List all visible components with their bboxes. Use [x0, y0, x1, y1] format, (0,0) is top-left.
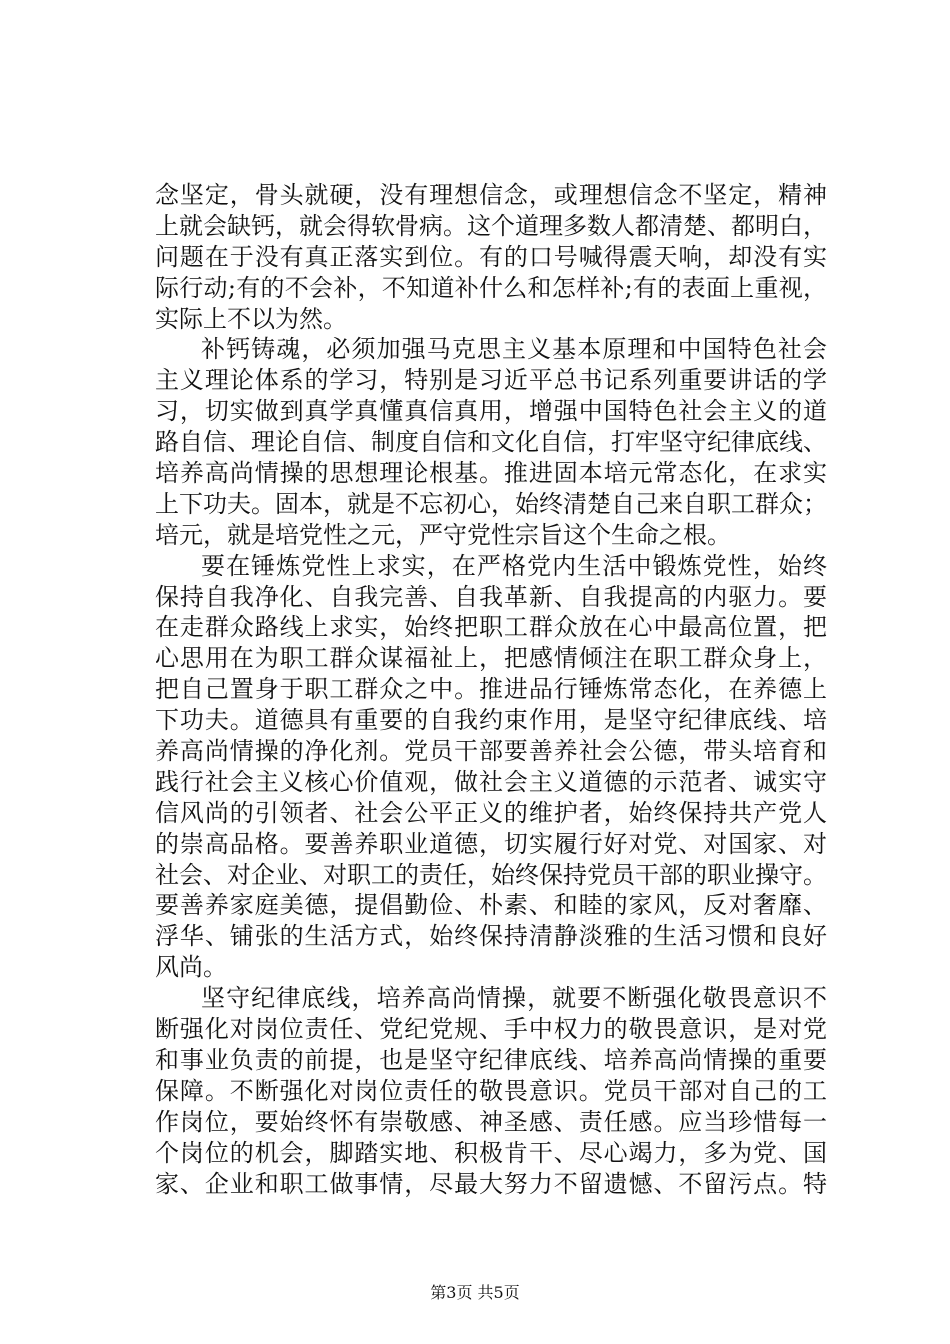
text-line: 作岗位，要始终怀有崇敬感、神圣感、责任感。应当珍惜每一 [155, 1107, 827, 1136]
text-line: 家、企业和职工做事情，尽最大努力不留遗憾、不留污点。特 [155, 1169, 827, 1198]
page-footer: 第3页 共5页 [430, 1283, 520, 1302]
text-line: 上就会缺钙，就会得软骨病。这个道理多数人都清楚、都明白， [155, 211, 827, 240]
text-line: 实际上不以为然。 [155, 304, 347, 333]
paragraph [155, 180, 827, 334]
text-line: 路自信、理论自信、制度自信和文化自信，打牢坚守纪律底线、 [155, 428, 827, 457]
text-line: 在走群众路线上求实，始终把职工群众放在心中最高位置，把 [155, 613, 827, 642]
text-line: 社会、对企业、对职工的责任，始终保持党员干部的职业操守。 [155, 860, 827, 889]
paragraph [155, 551, 827, 983]
text-line: 心思用在为职工群众谋福祉上，把感情倾注在职工群众身上， [155, 644, 827, 673]
text-line: 要在锤炼党性上求实，在严格党内生活中锻炼党性，始终 [201, 551, 827, 580]
text-line: 培元，就是培党性之元，严守党性宗旨这个生命之根。 [155, 520, 731, 549]
text-line: 保障。不断强化对岗位责任的敬畏意识。党员干部对自己的工 [155, 1076, 827, 1105]
text-line: 念坚定，骨头就硬，没有理想信念，或理想信念不坚定，精神 [155, 181, 827, 209]
text-line: 个岗位的机会，脚踏实地、积极肯干、尽心竭力，多为党、国 [155, 1138, 827, 1167]
text-line: 践行社会主义核心价值观，做社会主义道德的示范者、诚实守 [155, 767, 827, 796]
paragraph [155, 334, 827, 550]
text-line: 问题在于没有真正落实到位。有的口号喊得震天响，却没有实 [155, 242, 827, 271]
text-line: 坚守纪律底线，培养高尚情操，就要不断强化敬畏意识不 [201, 984, 827, 1013]
paragraph [155, 983, 827, 1199]
text-line: 信风尚的引领者、社会公平正义的维护者，始终保持共产党人 [155, 798, 827, 827]
text-line: 习，切实做到真学真懂真信真用，增强中国特色社会主义的道 [155, 397, 827, 426]
document-body [155, 180, 827, 1199]
text-line: 把自己置身于职工群众之中。推进品行锤炼常态化，在养德上 [155, 675, 827, 704]
text-line: 断强化对岗位责任、党纪党规、手中权力的敬畏意识，是对党 [155, 1015, 827, 1044]
text-line: 和事业负责的前提，也是坚守纪律底线、培养高尚情操的重要 [155, 1045, 827, 1074]
text-line: 要善养家庭美德，提倡勤俭、朴素、和睦的家风，反对奢靡、 [155, 891, 827, 920]
text-line: 际行动;有的不会补，不知道补什么和怎样补;有的表面上重视， [155, 273, 827, 302]
text-line: 上下功夫。固本，就是不忘初心，始终清楚自己来自职工群众； [155, 489, 827, 518]
text-line: 培养高尚情操的思想理论根基。推进固本培元常态化，在求实 [155, 459, 827, 488]
text-line: 的崇高品格。要善养职业道德，切实履行好对党、对国家、对 [155, 829, 827, 858]
text-line: 浮华、铺张的生活方式，始终保持清静淡雅的生活习惯和良好 [155, 922, 827, 951]
text-line: 主义理论体系的学习，特别是习近平总书记系列重要讲话的学 [155, 366, 827, 395]
text-line: 下功夫。道德具有重要的自我约束作用，是坚守纪律底线、培 [155, 706, 827, 735]
text-line: 保持自我净化、自我完善、自我革新、自我提高的内驱力。要 [155, 582, 827, 611]
text-line: 补钙铸魂，必须加强马克思主义基本原理和中国特色社会 [201, 335, 827, 364]
text-line: 养高尚情操的净化剂。党员干部要善养社会公德，带头培育和 [155, 737, 827, 766]
text-line: 风尚。 [155, 953, 227, 982]
